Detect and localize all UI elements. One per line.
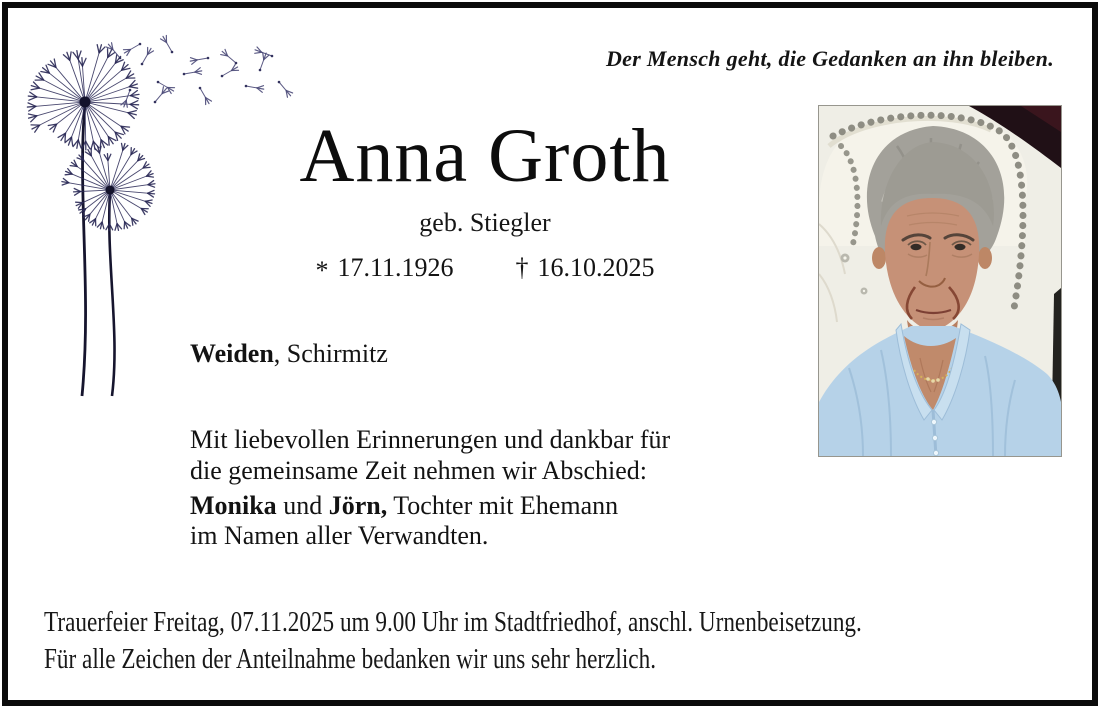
died-cross-icon: † <box>515 253 529 282</box>
funeral-line-2: Für alle Zeichen der Anteilnahme bedanken wir uns sehr herzlich. <box>44 643 657 675</box>
mourner-name-1: Monika <box>190 491 277 520</box>
mourners-line-1 <box>190 491 618 521</box>
mourner-name-2: Jörn, <box>328 491 388 520</box>
mourners-line-2: im Namen aller Verwandten. <box>190 521 489 550</box>
birth-date <box>315 253 453 283</box>
deceased-block <box>205 114 765 283</box>
death-date-value: 16.10.2025 <box>537 253 655 282</box>
funeral-info <box>44 604 1016 678</box>
mourners-conjunction: und <box>276 491 329 520</box>
dandelion-stem-right <box>109 192 114 396</box>
residence-suffix: , Schirmitz <box>273 339 388 368</box>
birth-date-value: 17.11.1926 <box>337 253 454 282</box>
farewell-line-1: Mit liebevollen Erinnerungen und dankbar für <box>190 425 671 454</box>
portrait-photo <box>818 105 1062 457</box>
residence-town: Weiden <box>190 339 274 368</box>
death-date <box>516 253 655 283</box>
born-star-icon: * <box>315 256 329 285</box>
residence-line <box>190 339 388 369</box>
motto-text: Der Mensch geht, die Gedanken an ihn bleiben. <box>605 46 1054 71</box>
life-dates <box>205 253 765 283</box>
funeral-line-1: Trauerfeier Freitag, 07.11.2025 um 9.00 Uhr im Stadtfriedhof, anschl. Urnenbeisetzung. <box>44 606 862 638</box>
mourners-relation: Tochter mit Ehemann <box>387 491 619 520</box>
mourners-block <box>190 491 618 551</box>
maiden-name: geb. Stiegler <box>419 208 551 237</box>
deceased-name: Anna Groth <box>299 114 671 198</box>
portrait-photo-graphic <box>819 106 1061 456</box>
farewell-line-2: die gemeinsame Zeit nehmen wir Abschied: <box>190 456 648 485</box>
farewell-paragraph <box>190 424 670 486</box>
